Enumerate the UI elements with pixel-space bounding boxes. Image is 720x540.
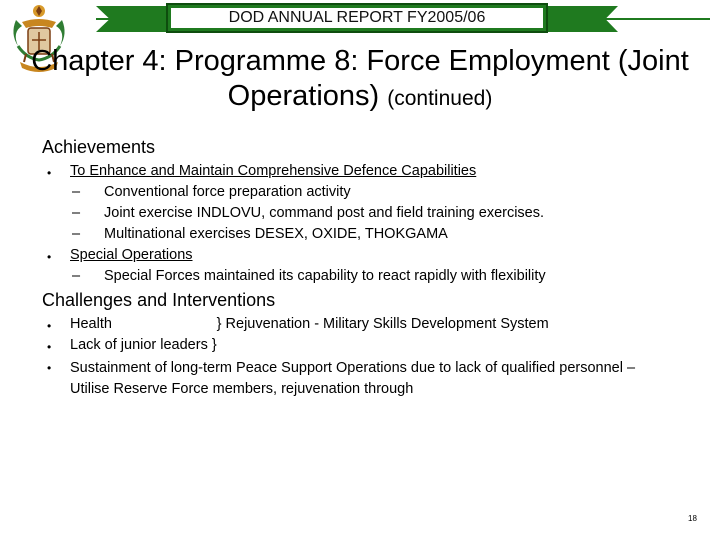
list-item: Special Operations	[70, 247, 193, 263]
list-item: Lack of junior leaders }	[70, 337, 217, 353]
achievements-heading: Achievements	[42, 137, 156, 157]
list-subitem: Conventional force preparation activity	[104, 184, 351, 200]
banner-text: DOD ANNUAL REPORT FY2005/06	[171, 8, 543, 28]
list-item: Health } Rejuvenation - Military Skills Development System	[70, 316, 549, 332]
challenges-heading: Challenges and Interventions	[42, 290, 276, 310]
list-subitem: Multinational exercises DESEX, OXIDE, THOKGAMA	[104, 226, 448, 242]
list-subitem: Special Forces maintained its capability to react rapidly with flexibility	[104, 268, 546, 284]
title-suffix: (continued)	[387, 87, 493, 110]
title-main: Chapter 4: Programme 8: Force Employment (Joint Operations)	[31, 45, 689, 112]
dash-icon: –	[72, 184, 81, 200]
bullet-icon: •	[47, 319, 52, 333]
dash-icon: –	[72, 226, 81, 242]
list-item: Sustainment of long-term Peace Support Operations due to lack of qualified personnel – Utilise Reserve Force members, rejuvenation through	[70, 360, 636, 397]
dash-icon: –	[72, 205, 81, 221]
page-number: 18	[688, 514, 697, 523]
list-item: To Enhance and Maintain Comprehensive Defence Capabilities	[70, 163, 477, 179]
bullet-icon: •	[47, 250, 52, 264]
bullet-icon: •	[47, 361, 52, 375]
dash-icon: –	[72, 268, 81, 284]
list-subitem: Joint exercise INDLOVU, command post and field training exercises.	[104, 205, 545, 221]
bullet-icon: •	[47, 340, 52, 354]
bullet-icon: •	[47, 166, 52, 180]
